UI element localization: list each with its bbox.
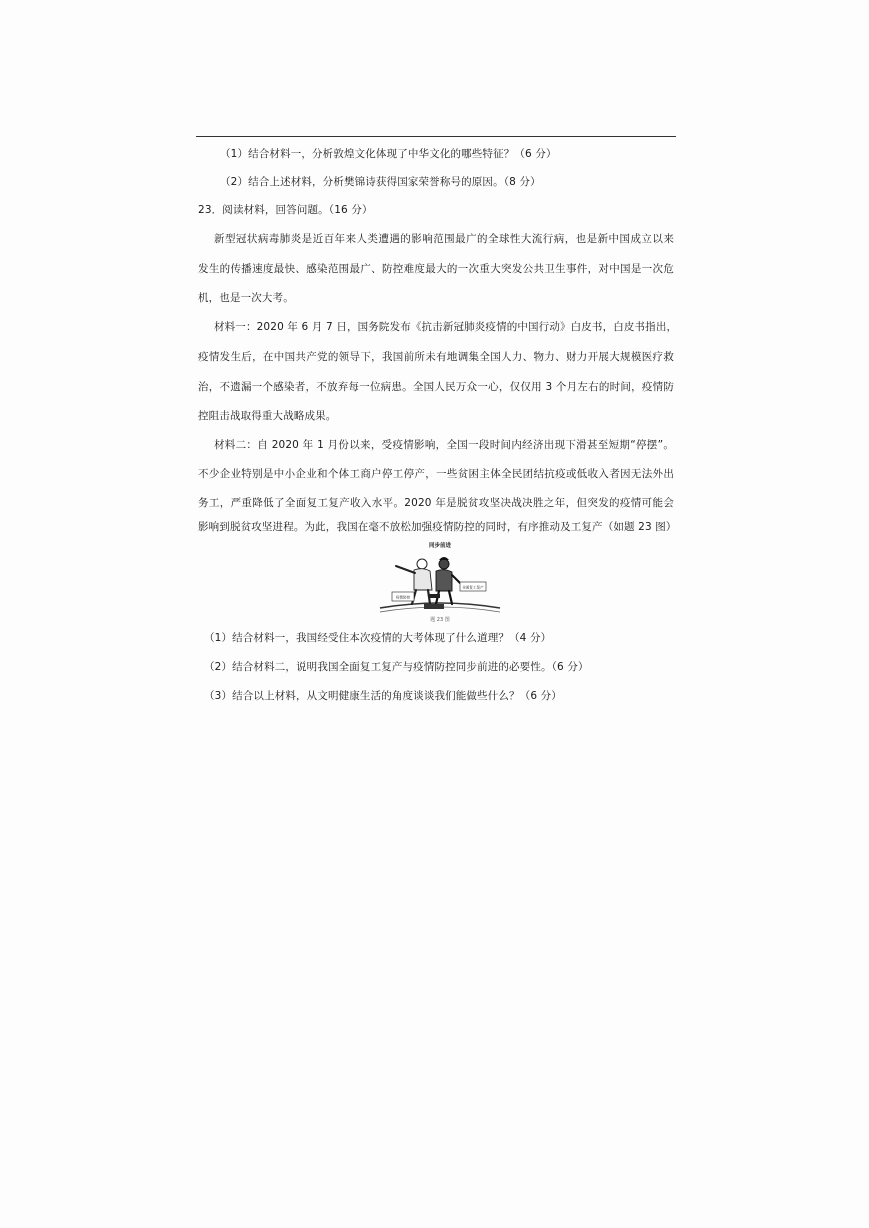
material-2-line: 不少企业特别是中小企业和个体工商户停工停产，一些贫困主体全民团结抗疫或低收入者因无法外出 <box>198 468 674 480</box>
material-2-line: 影响到脱贫攻坚进程。为此，我国在毫不放松加强疫情防控的同时，有序推动及工复产（如题 23 图） <box>198 521 677 533</box>
top-divider <box>196 136 676 137</box>
sub-question-1: （1）结合材料一，我国经受住本次疫情的大考体现了什么道理？（4 分） <box>204 632 552 644</box>
material-1-line: 治，不遗漏一个感染者，不放弃每一位病患。全国人民万众一心，仅仅用 3 个月左右的时间，疫情防 <box>198 381 674 393</box>
question-23-heading: 23．阅读材料，回答问题。（16 分） <box>198 204 373 216</box>
sign-left-label: 疫情防控 <box>395 595 411 600</box>
prev-question-1: （1）结合材料一，分析敦煌文化体现了中华文化的哪些特征？（6 分） <box>220 148 557 160</box>
material-1-line: 控阻击战取得重大战略成果。 <box>198 410 337 422</box>
prev-question-2: （2）结合上述材料，分析樊锦诗获得国家荣誉称号的原因。（8 分） <box>220 176 541 188</box>
sub-question-3: （3）结合以上材料，从文明健康生活的角度谈谈我们能做些什么？（6 分） <box>204 690 562 702</box>
material-1-line: 疫情发生后，在中国共产党的领导下，我国前所未有地调集全国人力、物力、财力开展大规模医疗救 <box>198 351 674 363</box>
intro-line: 新型冠状病毒肺炎是近百年来人类遭遇的影响范围最广的全球性大流行病，也是新中国成立以来 <box>214 233 674 245</box>
figure-title: 同步前进 <box>428 543 451 549</box>
sign-right-label: 全面复工复产 <box>462 585 484 590</box>
figure-caption: 题 23 图 <box>430 617 450 623</box>
intro-line: 发生的传播速度最快、感染范围最广、防控难度最大的一次重大突发公共卫生事件，对中国是一次危 <box>198 263 674 275</box>
cartoon-illustration <box>378 550 502 616</box>
figure-23-cartoon <box>378 542 502 624</box>
intro-line: 机，也是一次大考。 <box>198 292 294 304</box>
material-2-line: 务工，严重降低了全面复工复产收入水平。2020 年是脱贫攻坚决战决胜之年，但突发的疫情可能会 <box>198 497 674 509</box>
material-1-line: 材料一：2020 年 6 月 7 日，国务院发布《抗击新冠肺炎疫情的中国行动》白皮书，白皮书指出， <box>214 321 678 333</box>
material-2-line: 材料二：自 2020 年 1 月份以来，受疫情影响，全国一段时间内经济出现下滑甚至短期“停摆”。 <box>214 439 674 451</box>
sub-question-2: （2）结合材料二，说明我国全面复工复产与疫情防控同步前进的必要性。（6 分） <box>204 661 589 673</box>
